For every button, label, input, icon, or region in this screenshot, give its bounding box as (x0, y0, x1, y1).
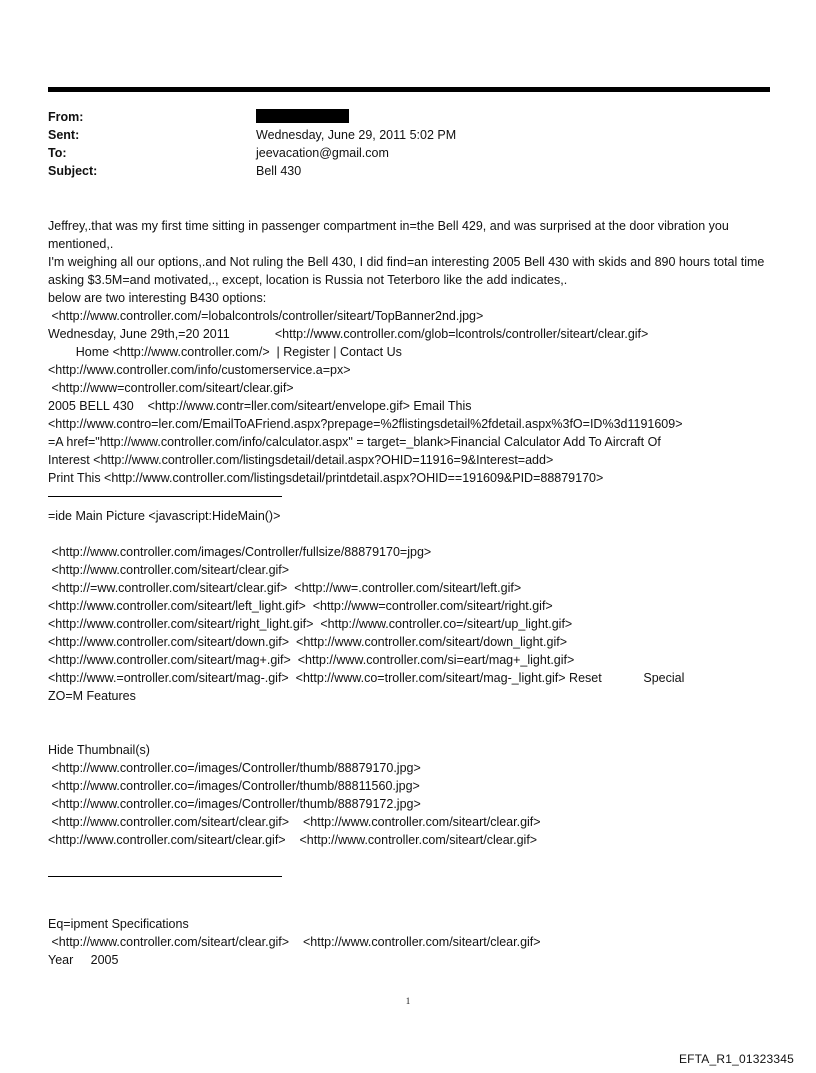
link-line: <http://www.controller.com/info/customerservice.a=px> (48, 363, 351, 377)
link-line: 2005 BELL 430 <http://www.contr=ller.com/siteart/envelope.gif> Email This (48, 399, 472, 413)
divider (48, 876, 282, 877)
link-line: ZO=M Features (48, 689, 136, 703)
link-line: <http://www.controller.com/siteart/clear.gif> (48, 563, 290, 577)
to-value: jeevacation@gmail.com (256, 146, 389, 160)
body-line: Year 2005 (48, 953, 119, 967)
to-row (48, 144, 768, 162)
from-row (48, 108, 768, 126)
body-line: Eq=ipment Specifications (48, 917, 189, 931)
sent-row (48, 126, 768, 144)
link-line: Print This <http://www.controller.com/listingsdetail/printdetail.aspx?OHID==191609&PID=88879170> (48, 471, 604, 485)
email-header (48, 108, 768, 180)
link-line: <http://www.controller.com/siteart/clear.gif> <http://www.controller.com/siteart/clear.gif> (48, 833, 538, 847)
link-line: <http://www.controller.com/siteart/clear.gif> <http://www.controller.com/siteart/clear.gif> (48, 815, 541, 829)
link-line: <http://www.=ontroller.com/siteart/mag-.gif> <http://www.co=troller.com/siteart/mag-_light.gif> Reset Special (48, 671, 685, 685)
subject-value: Bell 430 (256, 164, 302, 178)
body-line: Hide Thumbnail(s) (48, 743, 150, 757)
link-line: <http://www.controller.co=/images/Controller/thumb/88879170.jpg> (48, 761, 421, 775)
link-line: <http://www.controller.com/siteart/right_light.gif> <http://www.controller.co=/siteart/up_light.gif> (48, 617, 573, 631)
link-line: <http://www.controller.com/=lobalcontrols/controller/siteart/TopBanner2nd.jpg> (48, 309, 484, 323)
link-line: <http://www.controller.co=/images/Controller/thumb/88879172.jpg> (48, 797, 421, 811)
subject-row (48, 162, 768, 180)
link-line: <http://=ww.controller.com/siteart/clear.gif> <http://ww=.controller.com/siteart/left.gif> (48, 581, 522, 595)
link-line: =A href="http://www.controller.com/info/calculator.aspx" = target=_blank>Financial Calculator Add To Aircraft Of (48, 435, 661, 449)
link-line: <http://www=controller.com/siteart/clear.gif> (48, 381, 294, 395)
sent-label: Sent: (48, 128, 80, 142)
link-line: <http://www.controller.com/siteart/down.gif> <http://www.controller.com/siteart/down_light.gif> (48, 635, 567, 649)
link-line: Wednesday, June 29th,=20 2011 <http://www.controller.com/glob=lcontrols/controller/siteart/clear.gif> (48, 327, 649, 341)
paragraph: Jeffrey,.that was my first time sitting in passenger compartment in=the Bell 429, and was surprised at the door vibration you mentioned,. (48, 219, 729, 251)
link-line: <http://www.contro=ler.com/EmailToAFriend.aspx?prepage=%2flistingsdetail%2fdetail.aspx%3fO=ID%3d1191609> (48, 417, 683, 431)
email-body (48, 217, 778, 969)
body-line: below are two interesting B430 options: (48, 291, 267, 305)
to-label: To: (48, 146, 67, 160)
header-rule (48, 87, 770, 92)
link-line: <http://www.controller.co=/images/Controller/thumb/88811560.jpg> (48, 779, 420, 793)
link-line: <http://www.controller.com/images/Controller/fullsize/88879170=jpg> (48, 545, 432, 559)
paragraph: I'm weighing all our options,.and Not ruling the Bell 430, I did find=an interesting 2005 Bell 430 with skids and 890 hours total time asking $3.5M=and motivated,., except, location is Russia not Teterboro like the add indicates,. (48, 255, 765, 287)
link-line: Interest <http://www.controller.com/listingsdetail/detail.aspx?OHID=11916=9&Interest=add> (48, 453, 554, 467)
page-number: 1 (405, 996, 411, 1006)
divider (48, 496, 282, 497)
link-line: Home <http://www.controller.com/> | Register | Contact Us (48, 345, 402, 359)
link-line: <http://www.controller.com/siteart/left_light.gif> <http://www=controller.com/siteart/right.gif> (48, 599, 553, 613)
redaction-block (256, 109, 349, 123)
link-line: <http://www.controller.com/siteart/mag+.gif> <http://www.controller.com/si=eart/mag+_light.gif> (48, 653, 575, 667)
link-line: <http://www.controller.com/siteart/clear.gif> <http://www.controller.com/siteart/clear.gif> (48, 935, 541, 949)
bates-number: EFTA_R1_01323345 (678, 1052, 794, 1066)
subject-label: Subject: (48, 164, 98, 178)
link-line: =ide Main Picture <javascript:HideMain()> (48, 509, 281, 523)
sent-value: Wednesday, June 29, 2011 5:02 PM (256, 128, 457, 142)
from-label: From: (48, 110, 84, 124)
